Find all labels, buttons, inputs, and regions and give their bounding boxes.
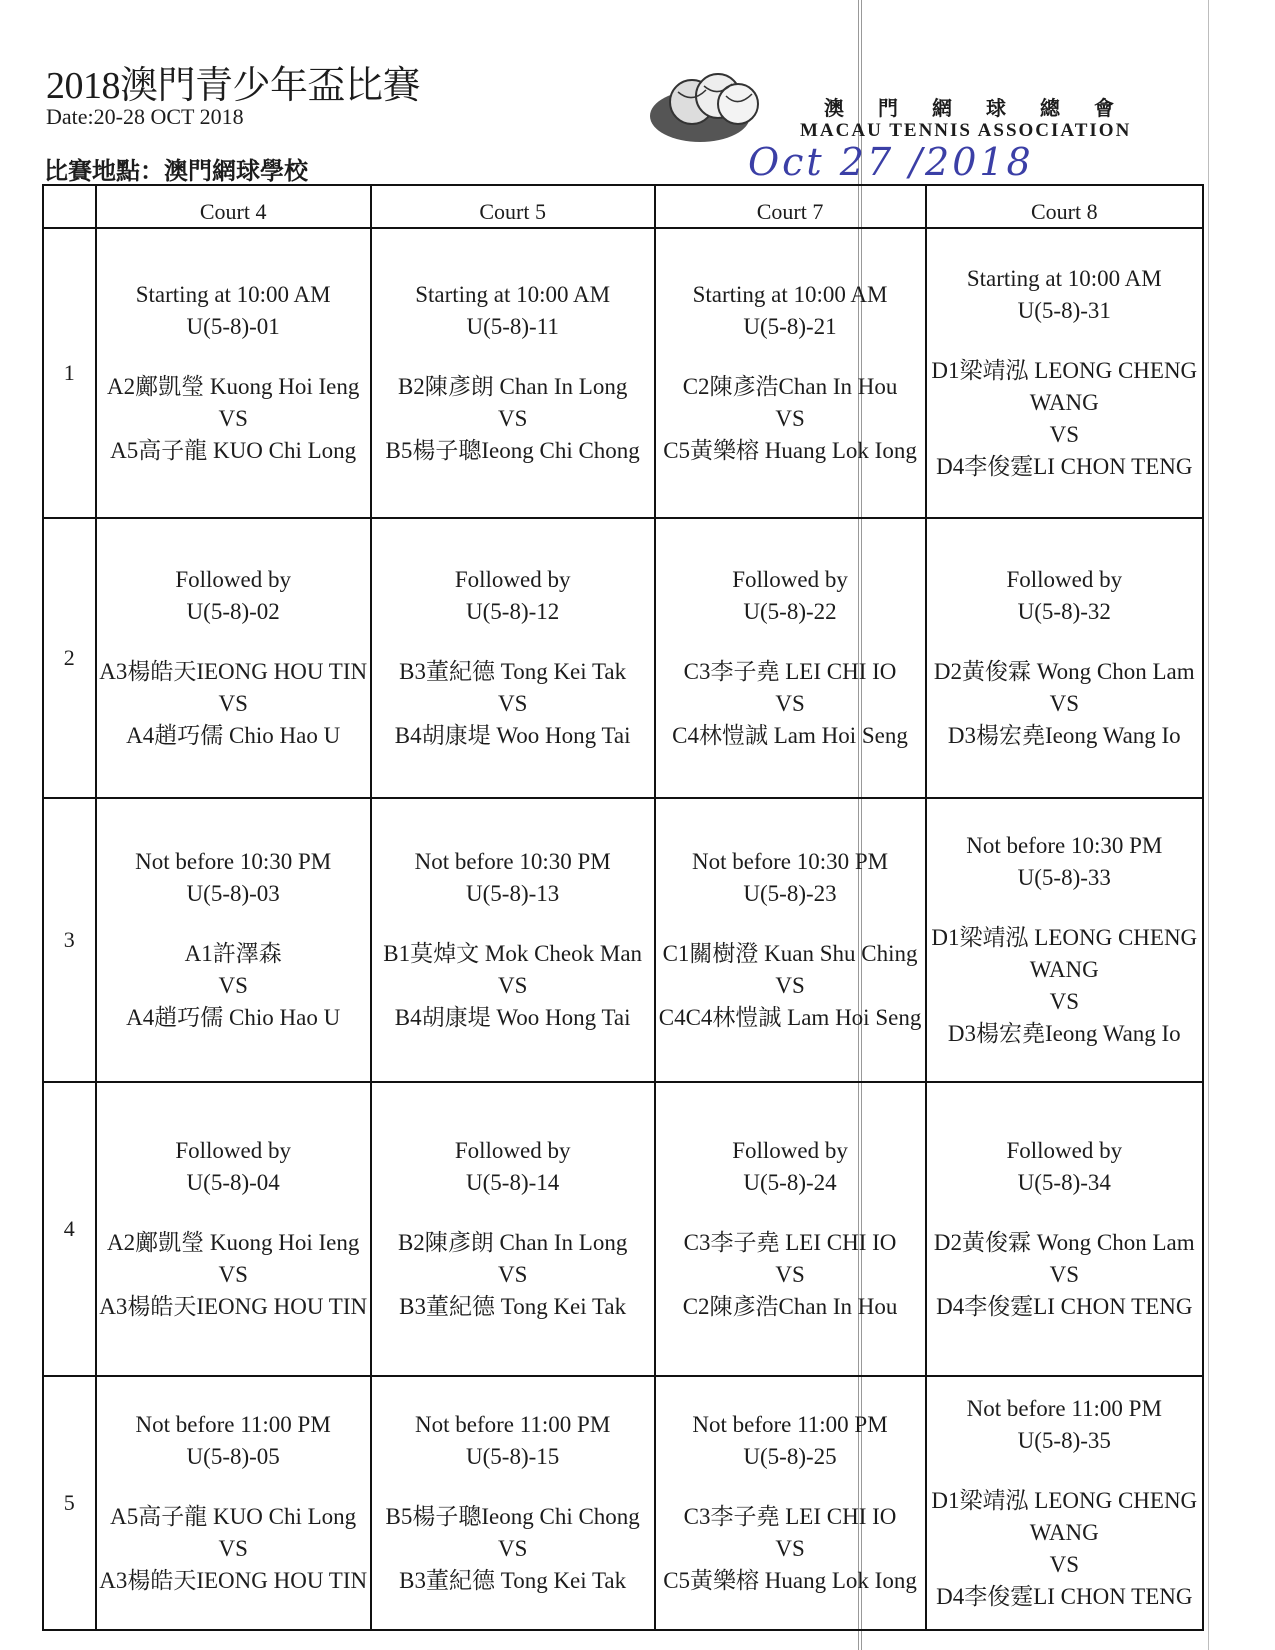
spacer <box>99 628 368 656</box>
match-code: U(5-8)-23 <box>743 881 837 906</box>
player-one: A3楊皓天IEONG HOU TIN <box>99 659 368 684</box>
match-cell <box>655 1376 926 1630</box>
court-header: Court 7 <box>655 185 926 228</box>
match-time: Starting at 10:00 AM <box>135 282 331 307</box>
spacer <box>658 1473 923 1501</box>
match-time: Followed by <box>175 1138 291 1163</box>
match-code: U(5-8)-05 <box>186 1444 280 1469</box>
spacer <box>658 910 923 938</box>
round-number: 4 <box>43 1082 96 1376</box>
versus-label: VS <box>497 973 528 998</box>
player-two: C4C4林愷誠 Lam Hoi Seng <box>658 1005 922 1030</box>
spacer <box>929 1199 1200 1227</box>
player-one: C1關樹澄 Kuan Shu Ching <box>662 941 918 966</box>
spacer <box>658 628 923 656</box>
association-name-english: MACAU TENNIS ASSOCIATION <box>800 120 1132 141</box>
player-one: B2陳彥朗 Chan In Long <box>397 1230 628 1255</box>
handwritten-date: Oct 27 /2018 <box>748 140 1034 184</box>
player-one: A2鄺凱瑩 Kuong Hoi Ieng <box>107 1230 360 1255</box>
spacer <box>374 910 652 938</box>
player-two: C4林愷誠 Lam Hoi Seng <box>672 723 908 748</box>
schedule-row <box>43 228 1203 518</box>
venue-label: 比賽地點：澳門網球學校 <box>44 159 308 185</box>
player-two: B3董紀德 Tong Kei Tak <box>399 1568 627 1593</box>
match-time: Not before 11:00 PM <box>692 1412 888 1437</box>
schedule-row <box>43 798 1203 1082</box>
match-time: Followed by <box>732 567 848 592</box>
player-one: D2黃俊霖 Wong Chon Lam <box>933 1230 1195 1255</box>
match-code: U(5-8)-14 <box>466 1170 560 1195</box>
match-time: Followed by <box>1006 567 1123 592</box>
match-cell <box>655 1082 926 1376</box>
player-one: D1梁靖泓 LEONG CHENG WANG <box>931 925 1198 982</box>
player-two: D4李俊霆LI CHON TENG <box>936 1584 1193 1609</box>
spacer <box>99 1473 368 1501</box>
versus-label: VS <box>775 1262 805 1287</box>
schedule-row <box>43 518 1203 798</box>
versus-label: VS <box>1049 422 1079 447</box>
player-one: A1許澤森 <box>184 941 282 966</box>
spacer <box>99 910 368 938</box>
spacer <box>929 894 1200 922</box>
match-time: Not before 10:30 PM <box>135 849 332 874</box>
match-code: U(5-8)-25 <box>743 1444 837 1469</box>
versus-label: VS <box>1049 989 1079 1014</box>
spacer <box>658 343 923 371</box>
match-time: Not before 10:30 PM <box>414 849 611 874</box>
player-two: C5黃樂榕 Huang Lok Iong <box>663 1568 917 1593</box>
player-one: C3李子堯 LEI CHI IO <box>683 1504 897 1529</box>
match-code: U(5-8)-03 <box>186 881 280 906</box>
versus-label: VS <box>218 1536 248 1561</box>
player-two: B3董紀德 Tong Kei Tak <box>399 1294 627 1319</box>
player-one: A2鄺凱瑩 Kuong Hoi Ieng <box>107 374 360 399</box>
player-two: C5黃樂榕 Huang Lok Iong <box>663 438 917 463</box>
header-row <box>43 185 1203 228</box>
versus-label: VS <box>497 1262 528 1287</box>
spacer <box>374 1473 652 1501</box>
match-cell <box>655 518 926 798</box>
match-time: Followed by <box>1006 1138 1123 1163</box>
versus-label: VS <box>497 691 528 716</box>
association-name-chinese: 澳門網球總會 <box>824 98 1148 120</box>
player-one: C2陳彥浩Chan In Hou <box>682 374 898 399</box>
match-time: Not before 11:00 PM <box>966 1396 1162 1421</box>
spacer <box>99 1199 368 1227</box>
match-code: U(5-8)-34 <box>1017 1170 1111 1195</box>
round-number: 1 <box>43 228 96 518</box>
match-time: Starting at 10:00 AM <box>415 282 611 307</box>
player-two: A4趙巧儒 Chio Hao U <box>126 1005 341 1030</box>
match-cell <box>371 798 655 1082</box>
versus-label: VS <box>218 1262 248 1287</box>
player-two: B4胡康堤 Woo Hong Tai <box>394 1005 631 1030</box>
match-code: U(5-8)-15 <box>466 1444 560 1469</box>
player-one: D1梁靖泓 LEONG CHENG WANG <box>931 358 1198 415</box>
match-cell <box>926 518 1203 798</box>
spacer <box>929 327 1200 355</box>
round-number: 2 <box>43 518 96 798</box>
player-one: C3李子堯 LEI CHI IO <box>683 1230 897 1255</box>
versus-label: VS <box>775 691 805 716</box>
spacer <box>374 628 652 656</box>
player-two: A3楊皓天IEONG HOU TIN <box>99 1294 368 1319</box>
tennis-balls-logo-icon <box>648 64 766 146</box>
match-code: U(5-8)-33 <box>1017 865 1111 890</box>
player-two: D3楊宏堯Ieong Wang Io <box>947 1021 1181 1046</box>
court-header: Court 5 <box>371 185 655 228</box>
versus-label: VS <box>1049 1552 1079 1577</box>
match-time: Not before 10:30 PM <box>966 833 1163 858</box>
page-title: 2018澳門青少年盃比賽 <box>46 65 421 107</box>
schedule-row <box>43 1376 1203 1630</box>
match-code: U(5-8)-21 <box>743 314 837 339</box>
match-cell <box>926 798 1203 1082</box>
court-header: Court 4 <box>96 185 371 228</box>
round-number: 5 <box>43 1376 96 1630</box>
match-time: Not before 11:00 PM <box>135 1412 331 1437</box>
match-cell <box>655 798 926 1082</box>
schedule-table-wrapper <box>42 184 1204 1631</box>
match-time: Starting at 10:00 AM <box>692 282 888 307</box>
match-cell <box>371 228 655 518</box>
spacer <box>374 1199 652 1227</box>
match-time: Not before 10:30 PM <box>691 849 889 874</box>
player-two: A5高子龍 KUO Chi Long <box>110 438 357 463</box>
match-cell <box>96 518 371 798</box>
match-code: U(5-8)-31 <box>1017 298 1111 323</box>
spacer <box>929 1457 1200 1485</box>
player-two: D4李俊霆LI CHON TENG <box>936 1294 1193 1319</box>
match-cell <box>926 228 1203 518</box>
spacer <box>658 1199 923 1227</box>
match-cell <box>96 228 371 518</box>
match-code: U(5-8)-01 <box>186 314 280 339</box>
player-one: C3李子堯 LEI CHI IO <box>683 659 897 684</box>
player-one: D2黃俊霖 Wong Chon Lam <box>933 659 1195 684</box>
court-header: Court 8 <box>926 185 1203 228</box>
player-two: A3楊皓天IEONG HOU TIN <box>99 1568 368 1593</box>
match-cell <box>655 228 926 518</box>
match-cell <box>96 1376 371 1630</box>
match-cell <box>96 798 371 1082</box>
player-one: B2陳彥朗 Chan In Long <box>397 374 628 399</box>
versus-label: VS <box>218 973 248 998</box>
match-code: U(5-8)-12 <box>466 599 560 624</box>
schedule-table <box>42 184 1204 1631</box>
match-cell <box>371 518 655 798</box>
versus-label: VS <box>1049 1262 1079 1287</box>
match-cell <box>371 1376 655 1630</box>
corner-cell <box>43 185 96 228</box>
match-time: Starting at 10:00 AM <box>966 266 1162 291</box>
match-code: U(5-8)-13 <box>466 881 560 906</box>
match-code: U(5-8)-22 <box>743 599 837 624</box>
versus-label: VS <box>497 406 528 431</box>
match-code: U(5-8)-02 <box>186 599 280 624</box>
player-one: A5高子龍 KUO Chi Long <box>110 1504 357 1529</box>
round-number: 3 <box>43 798 96 1082</box>
match-code: U(5-8)-24 <box>743 1170 837 1195</box>
match-cell <box>926 1376 1203 1630</box>
versus-label: VS <box>1049 691 1079 716</box>
player-one: B3董紀德 Tong Kei Tak <box>399 659 627 684</box>
event-date: Date:20-28 OCT 2018 <box>46 104 244 129</box>
player-one: D1梁靖泓 LEONG CHENG WANG <box>931 1488 1198 1545</box>
spacer <box>374 343 652 371</box>
match-code: U(5-8)-04 <box>186 1170 280 1195</box>
player-two: C2陳彥浩Chan In Hou <box>682 1294 898 1319</box>
schedule-row <box>43 1082 1203 1376</box>
match-time: Followed by <box>454 1138 571 1163</box>
versus-label: VS <box>218 406 248 431</box>
match-time: Followed by <box>732 1138 848 1163</box>
scan-edge <box>1208 0 1209 1650</box>
match-time: Followed by <box>175 567 291 592</box>
match-cell <box>926 1082 1203 1376</box>
spacer <box>929 628 1200 656</box>
player-two: B5楊子聰Ieong Chi Chong <box>385 438 640 463</box>
versus-label: VS <box>775 406 805 431</box>
player-two: A4趙巧儒 Chio Hao U <box>126 723 341 748</box>
versus-label: VS <box>775 973 805 998</box>
versus-label: VS <box>775 1536 805 1561</box>
player-two: D3楊宏堯Ieong Wang Io <box>947 723 1181 748</box>
match-cell <box>371 1082 655 1376</box>
match-cell <box>96 1082 371 1376</box>
match-time: Not before 11:00 PM <box>415 1412 611 1437</box>
match-code: U(5-8)-11 <box>466 314 559 339</box>
player-two: D4李俊霆LI CHON TENG <box>936 454 1193 479</box>
versus-label: VS <box>497 1536 528 1561</box>
player-one: B5楊子聰Ieong Chi Chong <box>385 1504 640 1529</box>
match-code: U(5-8)-32 <box>1017 599 1111 624</box>
versus-label: VS <box>218 691 248 716</box>
spacer <box>99 343 368 371</box>
player-one: B1莫焯文 Mok Cheok Man <box>383 941 643 966</box>
match-time: Followed by <box>454 567 571 592</box>
match-code: U(5-8)-35 <box>1017 1428 1111 1453</box>
player-two: B4胡康堤 Woo Hong Tai <box>394 723 631 748</box>
